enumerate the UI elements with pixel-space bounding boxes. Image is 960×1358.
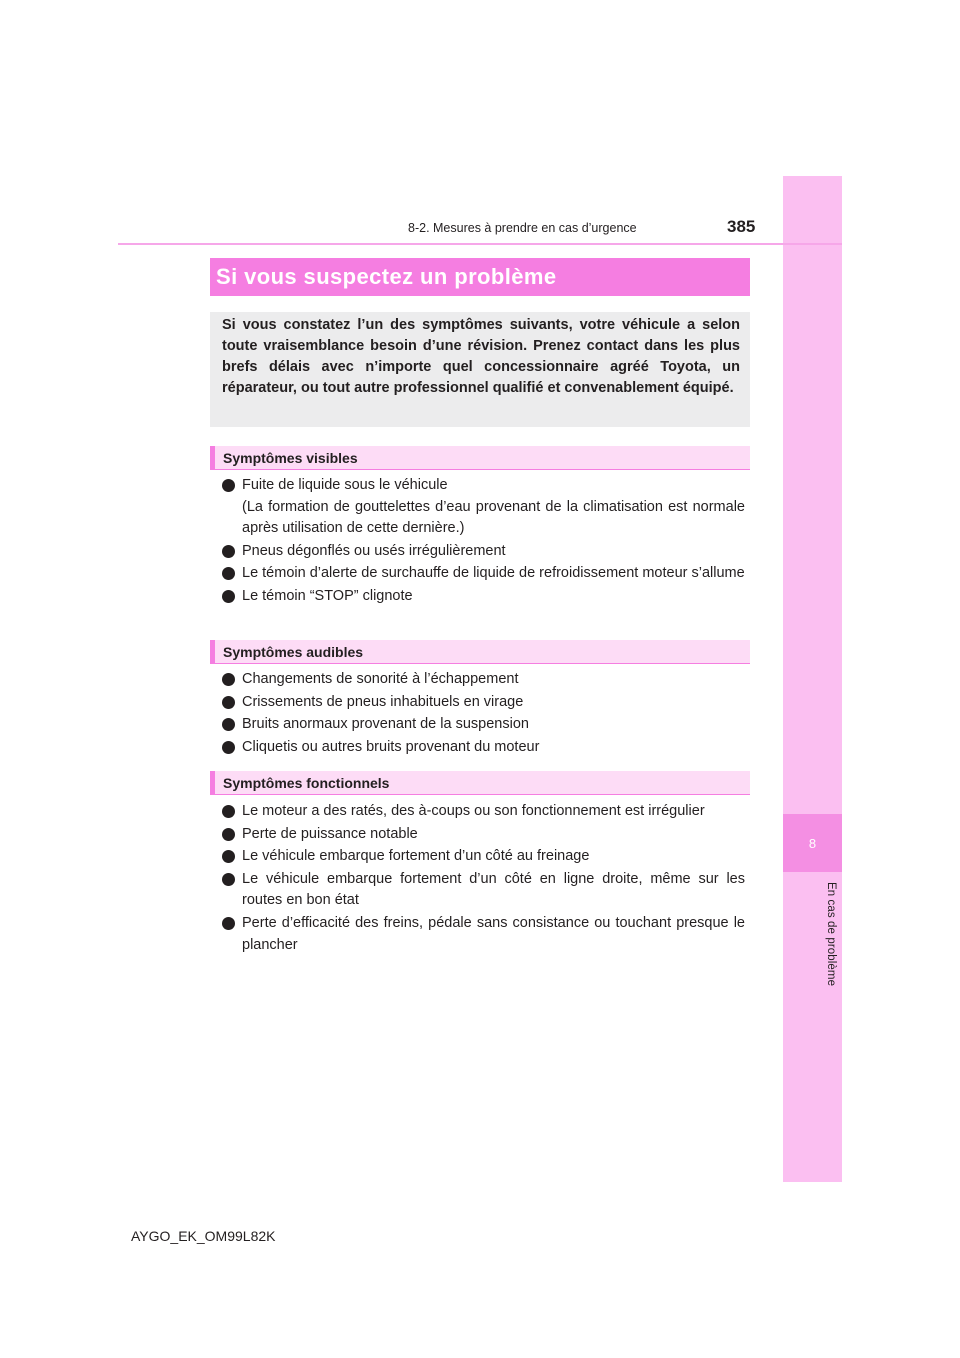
bullet-icon [222,917,235,930]
list-item-note: (La formation de gouttelettes d’eau provenant de la climatisation est normale après utilisation de cette dernière.) [242,498,745,537]
list-item-text: Le témoin d’alerte de surchauffe de liquide de refroidissement moteur s’allume [242,565,745,582]
list-item [222,737,745,759]
bullet-icon [222,805,235,818]
list-item [222,824,745,846]
list-item [222,692,745,714]
chapter-number: 8 [783,814,842,872]
bullet-icon [222,545,235,558]
list-item [222,541,745,563]
list-item-text: Bruits anormaux provenant de la suspension [242,716,529,733]
bullet-icon [222,696,235,709]
list-item-text: Cliquetis ou autres bruits provenant du moteur [242,738,540,755]
bullet-icon [222,873,235,886]
list-item [222,801,745,823]
list-item-text: Le véhicule embarque fortement d’un côté en ligne droite, même sur les routes en bon état [242,870,745,909]
bullet-icon [222,673,235,686]
bullet-list-functional [222,801,745,957]
chapter-side-tab [783,176,842,1182]
list-item [222,475,745,540]
header-divider [118,243,842,245]
intro-box: Si vous constatez l’un des symptômes suivants, votre véhicule a selon toute vraisemblance besoin d’une révision. Prenez contact dans les plus brefs délais avec n’importe quel concessionnaire agréé Toyota, un réparateur, ou tout autre professionnel qualifié et convenablement équipé. [210,312,750,427]
bullet-list-visible [222,475,745,609]
list-item-text: Le témoin “STOP” clignote [242,587,413,604]
main-title: Si vous suspectez un problème [216,264,557,289]
bullet-list-audible [222,669,745,759]
list-item [222,669,745,691]
list-item-text: Crissements de pneus inhabituels en virage [242,693,524,710]
bullet-icon [222,741,235,754]
list-item-text: Perte de puissance notable [242,825,418,842]
list-item-text: Perte d’efficacité des freins, pédale sans consistance ou touchant presque le plancher [242,914,745,953]
list-item-text: Fuite de liquide sous le véhicule [242,477,448,493]
bullet-icon [222,567,235,580]
chapter-name: En cas de problème [825,882,837,987]
list-item [222,913,745,956]
bullet-icon [222,718,235,731]
list-item [222,714,745,736]
document-code: AYGO_EK_OM99L82K [131,1228,276,1244]
list-item [222,846,745,868]
section-title: 8-2. Mesures à prendre en cas d’urgence [408,221,637,235]
bullet-icon [222,850,235,863]
page-number: 385 [727,217,756,236]
section-header-audible: Symptômes audibles [210,640,750,664]
list-item-text: Pneus dégonflés ou usés irrégulièrement [242,542,506,559]
section-header-functional: Symptômes fonctionnels [210,771,750,795]
bullet-icon [222,590,235,603]
list-item [222,586,745,608]
list-item-text: Le moteur a des ratés, des à-coups ou son fonctionnement est irrégulier [242,803,705,819]
list-item-text: Le véhicule embarque fortement d’un côté au freinage [242,848,590,865]
list-item [222,563,745,585]
bullet-icon [222,479,235,492]
section-header-visible: Symptômes visibles [210,446,750,470]
bullet-icon [222,828,235,841]
list-item-text: Changements de sonorité à l’échappement [242,671,519,687]
main-title-banner [210,258,750,296]
list-item [222,869,745,912]
